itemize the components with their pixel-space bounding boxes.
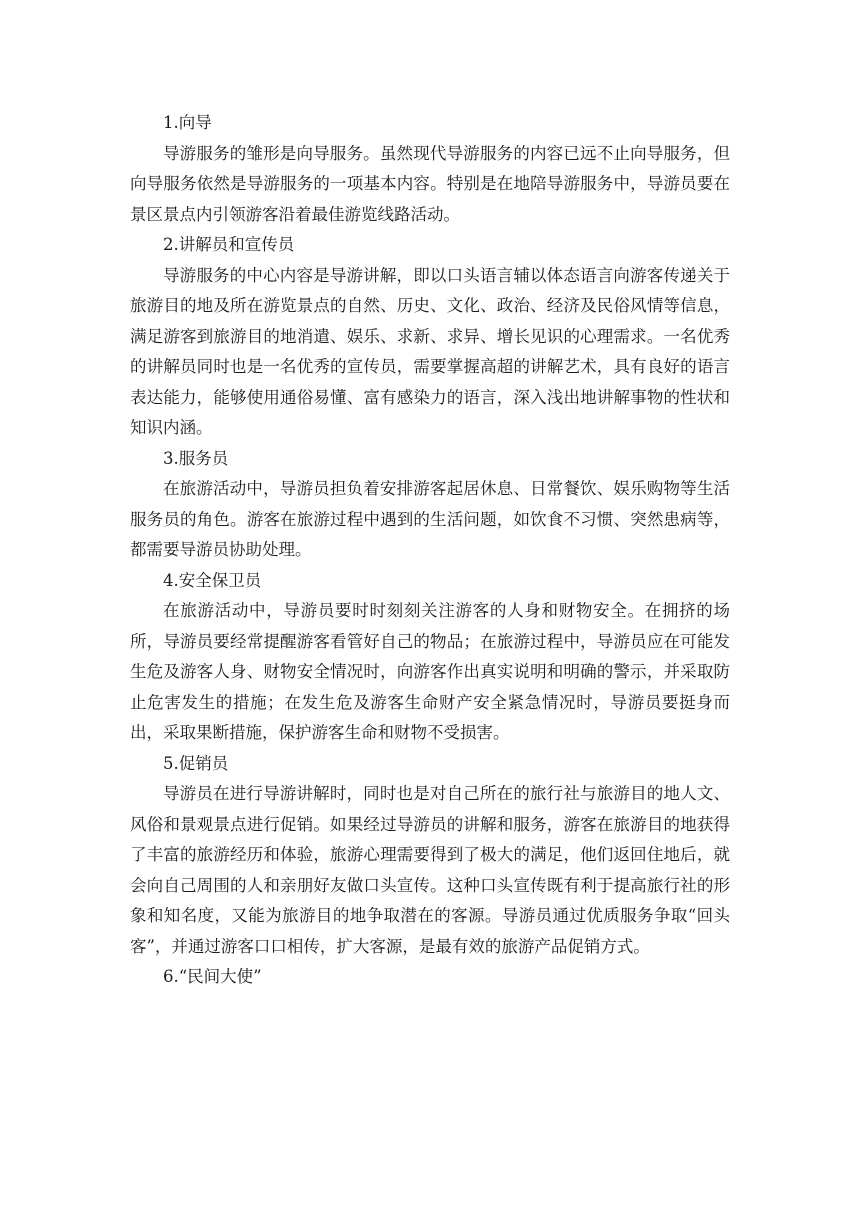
section-paragraph-promoter: 导游员在进行导游讲解时，同时也是对自己所在的旅行社与旅游目的地人文、风俗和景观景点进行促销。如果经过导游员的讲解和服务，游客在旅游目的地获得了丰富的旅游经历和体验，旅游心理需要得到了极大的满足，他们返回住地后，就会向自己周围的人和亲朋好友做口头宣传。这种口头宣传既有利于提高旅行社的形象和知名度，又能为旅游目的地争取潜在的客源。导游员通过优质服务争取“回头客”，并通过游客口口相传，扩大客源，是最有效的旅游产品促销方式。 (130, 784, 730, 956)
document-body (130, 108, 730, 993)
section-paragraph-guide: 导游服务的雏形是向导服务。虽然现代导游服务的内容已远不止向导服务，但向导服务依然是导游服务的一项基本内容。特别是在地陪导游服务中，导游员要在景区景点内引领游客沿着最佳游览线路活动。 (130, 143, 730, 224)
section-heading-promoter: 5.促销员 (163, 753, 229, 773)
section-paragraph-narrator: 导游服务的中心内容是导游讲解，即以口头语言辅以体态语言向游客传递关于旅游目的地及所在游览景点的自然、历史、文化、政治、经济及民俗风情等信息，满足游客到旅游目的地消遣、娱乐、求新、求异、增长见识的心理需求。一名优秀的讲解员同时也是一名优秀的宣传员，需要掌握高超的讲解艺术，具有良好的语言表达能力，能够使用通俗易懂、富有感染力的语言，深入浅出地讲解事物的性状和知识内涵。 (130, 265, 730, 437)
section-heading-narrator: 2.讲解员和宣传员 (163, 235, 295, 254)
section-heading-guide: 1.向导 (163, 113, 212, 132)
section-heading-ambassador: 6.“民间大使” (163, 967, 262, 986)
section-heading-attendant: 3.服务员 (163, 448, 229, 468)
section-heading-safety: 4.安全保卫员 (163, 570, 262, 590)
section-paragraph-safety: 在旅游活动中，导游员要时时刻刻关注游客的人身和财物安全。在拥挤的场所，导游员要经常提醒游客看管好自己的物品；在旅游过程中，导游员应在可能发生危及游客人身、财物安全情况时，向游客作出真实说明和明确的警示，并采取防止危害发生的措施；在发生危及游客生命财产安全紧急情况时，导游员要挺身而出，采取果断措施，保护游客生命和财物不受损害。 (130, 601, 730, 742)
section-paragraph-attendant: 在旅游活动中，导游员担负着安排游客起居休息、日常餐饮、娱乐购物等生活服务员的角色。游客在旅游过程中遇到的生活问题，如饮食不习惯、突然患病等，都需要导游员协助处理。 (130, 479, 730, 559)
